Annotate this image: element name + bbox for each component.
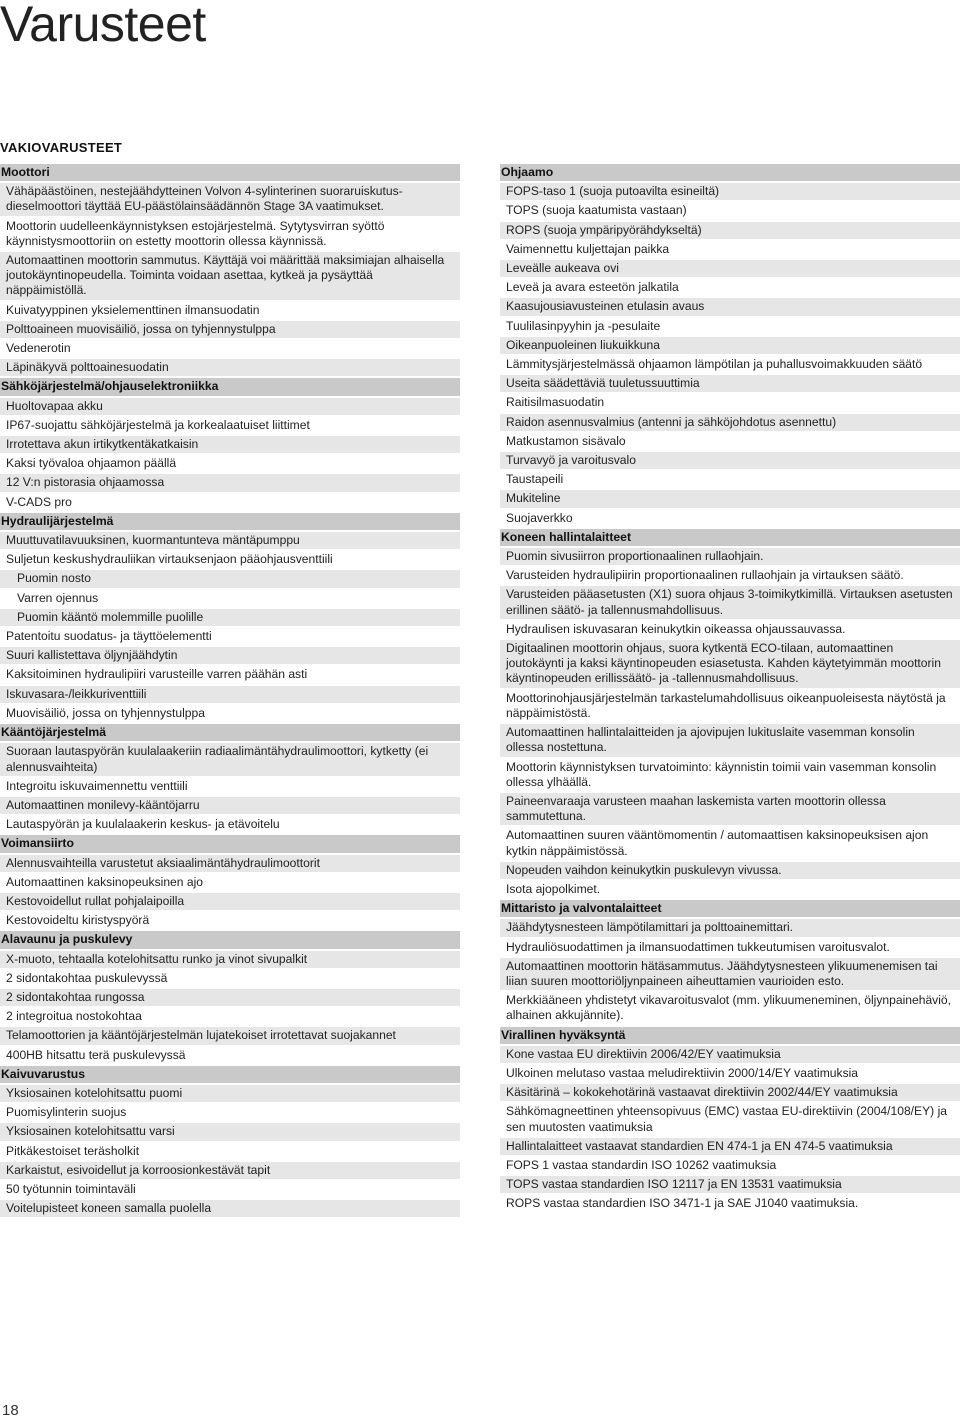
list-item: Varusteiden hydraulipiirin proportionaalinen rullaohjain ja virtauksen säätö.	[500, 567, 960, 586]
list-item: Varusteiden pääasetusten (X1) suora ohjaus 3-toimikytkimillä. Virtauksen asetusten erillinen säätö- ja tallennusmahdollisuus.	[500, 586, 960, 620]
list-item: FOPS-taso 1 (suoja putoavilta esineiltä)	[500, 183, 960, 202]
list-item: Kestovoideltu kiristyspyörä	[0, 912, 460, 931]
list-item: Kaasujousiavusteinen etulasin avaus	[500, 298, 960, 317]
list-item: Automaattinen monilevy-kääntöjarru	[0, 797, 460, 816]
list-item: Lämmitysjärjestelmässä ohjaamon lämpötilan ja puhallusvoimakkuuden säätö	[500, 356, 960, 375]
list-item: Merkkiääneen yhdistetyt vikavaroitusvalot (mm. ylikuumeneminen, öljynpainehäviö, alhainen akkujännite).	[500, 992, 960, 1026]
list-item: Moottorinohjausjärjestelmän tarkastelumahdollisuus oikeanpuoleisesta näytöstä ja näppäimistöstä.	[500, 690, 960, 724]
list-item: TOPS vastaa standardien ISO 12117 ja EN 13531 vaatimuksia	[500, 1176, 960, 1195]
category-heading: Alavaunu ja puskulevy	[0, 931, 460, 950]
list-item: Turvavyö ja varoitusvalo	[500, 452, 960, 471]
list-item: Tuulilasinpyyhin ja -pesulaite	[500, 318, 960, 337]
list-item: IP67-suojattu sähköjärjestelmä ja korkealaatuiset liittimet	[0, 417, 460, 436]
sub-list-item: Puomin nosto	[0, 570, 460, 589]
list-item: Leveä ja avara esteetön jalkatila	[500, 279, 960, 298]
list-item: Vaimennettu kuljettajan paikka	[500, 241, 960, 260]
list-item: Useita säädettäviä tuuletussuuttimia	[500, 375, 960, 394]
category-heading: Voimansiirto	[0, 835, 460, 854]
list-item: ROPS (suoja ympäripyörähdykseltä)	[500, 222, 960, 241]
list-item: Muovisäiliö, jossa on tyhjennystulppa	[0, 705, 460, 724]
list-item: 2 sidontakohtaa rungossa	[0, 989, 460, 1008]
list-item: Huoltovapaa akku	[0, 398, 460, 417]
list-item: Karkaistut, esivoidellut ja korroosionkestävät tapit	[0, 1162, 460, 1181]
list-item: Ulkoinen melutaso vastaa meludirektiivin 2000/14/EY vaatimuksia	[500, 1065, 960, 1084]
list-item: Polttoaineen muovisäiliö, jossa on tyhjennystulppa	[0, 321, 460, 340]
list-item: 2 integroitua nostokohtaa	[0, 1008, 460, 1027]
list-item: Automaattinen moottorin hätäsammutus. Jäähdytysnesteen ylikuumenemisen tai liian suuren moottoriöljynpaineen aiheuttamien vaurioiden esto.	[500, 958, 960, 992]
category-heading: Koneen hallintalaitteet	[500, 529, 960, 548]
category-heading: Kääntöjärjestelmä	[0, 724, 460, 743]
list-item: 12 V:n pistorasia ohjaamossa	[0, 474, 460, 493]
list-item: Voitelupisteet koneen samalla puolella	[0, 1200, 460, 1219]
list-item: V-CADS pro	[0, 494, 460, 513]
list-item: 400HB hitsattu terä puskulevyssä	[0, 1047, 460, 1066]
list-item: Iskuvasara-/leikkuriventtiili	[0, 686, 460, 705]
left-column	[0, 164, 460, 1219]
category-heading: Moottori	[0, 164, 460, 183]
list-item: Käsitärinä – kokokehotärinä vastaavat direktiivin 2002/44/EY vaatimuksia	[500, 1084, 960, 1103]
list-item: Automaattinen kaksinopeuksinen ajo	[0, 874, 460, 893]
list-item: Telamoottorien ja kääntöjärjestelmän lujatekoiset irrotettavat suojakannet	[0, 1027, 460, 1046]
list-item: Kuivatyyppinen yksielementtinen ilmansuodatin	[0, 302, 460, 321]
list-item: Muuttuvatilavuuksinen, kuormantunteva mäntäpumppu	[0, 532, 460, 551]
list-item: Suuri kallistettava öljynjäähdytin	[0, 647, 460, 666]
list-item: Moottorin käynnistyksen turvatoiminto: käynnistin toimii vain vasemman konsolin ollessa ylhäällä.	[500, 759, 960, 793]
list-item: Alennusvaihteilla varustetut aksiaalimäntähydraulimoottorit	[0, 855, 460, 874]
list-item: Matkustamon sisävalo	[500, 433, 960, 452]
list-item: Pitkäkestoiset teräsholkit	[0, 1143, 460, 1162]
page-number: 18	[2, 1402, 19, 1419]
list-item: Jäähdytysnesteen lämpötilamittari ja polttoainemittari.	[500, 919, 960, 938]
list-item: Kaksitoiminen hydraulipiiri varusteille varren päähän asti	[0, 666, 460, 685]
list-item: Raidon asennusvalmius (antenni ja sähköjohdotus asennettu)	[500, 414, 960, 433]
list-item: Paineenvaraaja varusteen maahan laskemista varten moottorin ollessa sammutettuna.	[500, 793, 960, 827]
list-item: Digitaalinen moottorin ohjaus, suora kytkentä ECO-tilaan, automaattinen joutokäynti ja kaksi käyntinopeuden esiasetusta. Kahden käytetyimmän moottorin käyntinopeuden erillissäätö- ja -tallennusmahdollisuus.	[500, 640, 960, 690]
list-item: Integroitu iskuvaimennettu venttiili	[0, 778, 460, 797]
list-item: Taustapeili	[500, 471, 960, 490]
list-item: TOPS (suoja kaatumista vastaan)	[500, 202, 960, 221]
list-item: Mukiteline	[500, 490, 960, 509]
list-item: Automaattinen hallintalaitteiden ja ajovipujen lukituslaite vasemman konsolin ollessa nostettuna.	[500, 724, 960, 758]
sub-list-item: Puomin kääntö molemmille puolille	[0, 609, 460, 628]
list-item: 2 sidontakohtaa puskulevyssä	[0, 970, 460, 989]
list-item: Suojaverkko	[500, 510, 960, 529]
page-title: Varusteet	[0, 0, 206, 52]
list-item: FOPS 1 vastaa standardin ISO 10262 vaatimuksia	[500, 1157, 960, 1176]
list-item: Oikeanpuoleinen liukuikkuna	[500, 337, 960, 356]
list-item: Hydraulisen iskuvasaran keinukytkin oikeassa ohjaussauvassa.	[500, 621, 960, 640]
list-item: Suoraan lautaspyörän kuulalaakeriin radiaalimäntähydraulimoottori, kytketty (ei alennusvaihteita)	[0, 743, 460, 777]
list-item: Kone vastaa EU direktiivin 2006/42/EY vaatimuksia	[500, 1046, 960, 1065]
list-item: Irrotettava akun irtikytkentäkatkaisin	[0, 436, 460, 455]
list-item: Lautaspyörän ja kuulalaakerin keskus- ja etävoitelu	[0, 816, 460, 835]
category-heading: Ohjaamo	[500, 164, 960, 183]
list-item: Raitisilmasuodatin	[500, 394, 960, 413]
list-item: Nopeuden vaihdon keinukytkin puskulevyn vivussa.	[500, 862, 960, 881]
list-item: Yksiosainen kotelohitsattu varsi	[0, 1123, 460, 1142]
list-item: Automaattinen moottorin sammutus. Käyttäjä voi määrittää maksimiajan alhaisella joutokäyntinopeudella. Toiminta voidaan asettaa, kytkeä ja pysäyttää näppäimistöllä.	[0, 252, 460, 302]
list-item: Patentoitu suodatus- ja täyttöelementti	[0, 628, 460, 647]
right-column	[500, 164, 960, 1215]
list-item: Vähäpäästöinen, nestejäähdytteinen Volvon 4-sylinterinen suoraruiskutus-dieselmoottori täyttää EU-päästölainsäädännön Stage 3A vaatimukset.	[0, 183, 460, 217]
list-item: Kaksi työvaloa ohjaamon päällä	[0, 455, 460, 474]
list-item: Moottorin uudelleenkäynnistyksen estojärjestelmä. Sytytysvirran syöttö käynnistysmoottoriin on estetty moottorin ollessa käynnissä.	[0, 218, 460, 252]
list-item: 50 työtunnin toimintaväli	[0, 1181, 460, 1200]
list-item: Puomin sivusiirron proportionaalinen rullaohjain.	[500, 548, 960, 567]
list-item: Sähkömagneettinen yhteensopivuus (EMC) vastaa EU-direktiivin (2004/108/EY) ja sen muutosten vaatimuksia	[500, 1103, 960, 1137]
list-item: Suljetun keskushydrauliikan virtauksenjaon pääohjausventtiili	[0, 551, 460, 570]
category-heading: Sähköjärjestelmä/ohjauselektroniikka	[0, 378, 460, 397]
list-item: Hydrauliösuodattimen ja ilmansuodattimen tukkeutumisen varoitusvalot.	[500, 939, 960, 958]
section-title: VAKIOVARUSTEET	[0, 140, 123, 155]
list-item: Puomisylinterin suojus	[0, 1104, 460, 1123]
list-item: Automaattinen suuren vääntömomentin / automaattisen kaksinopeuksisen ajon kytkin näppäimistössä.	[500, 827, 960, 861]
sub-list-item: Varren ojennus	[0, 590, 460, 609]
list-item: Hallintalaitteet vastaavat standardien EN 474-1 ja EN 474-5 vaatimuksia	[500, 1138, 960, 1157]
list-item: Kestovoidellut rullat pohjalaipoilla	[0, 893, 460, 912]
list-item: ROPS vastaa standardien ISO 3471-1 ja SAE J1040 vaatimuksia.	[500, 1195, 960, 1214]
list-item: Yksiosainen kotelohitsattu puomi	[0, 1085, 460, 1104]
list-item: Vedenerotin	[0, 340, 460, 359]
list-item: Isota ajopolkimet.	[500, 881, 960, 900]
list-item: Leveälle aukeava ovi	[500, 260, 960, 279]
category-heading: Kaivuvarustus	[0, 1066, 460, 1085]
category-heading: Hydraulijärjestelmä	[0, 513, 460, 532]
list-item: X-muoto, tehtaalla kotelohitsattu runko ja vinot sivupalkit	[0, 951, 460, 970]
list-item: Läpinäkyvä polttoainesuodatin	[0, 359, 460, 378]
category-heading: Virallinen hyväksyntä	[500, 1027, 960, 1046]
category-heading: Mittaristo ja valvontalaitteet	[500, 900, 960, 919]
